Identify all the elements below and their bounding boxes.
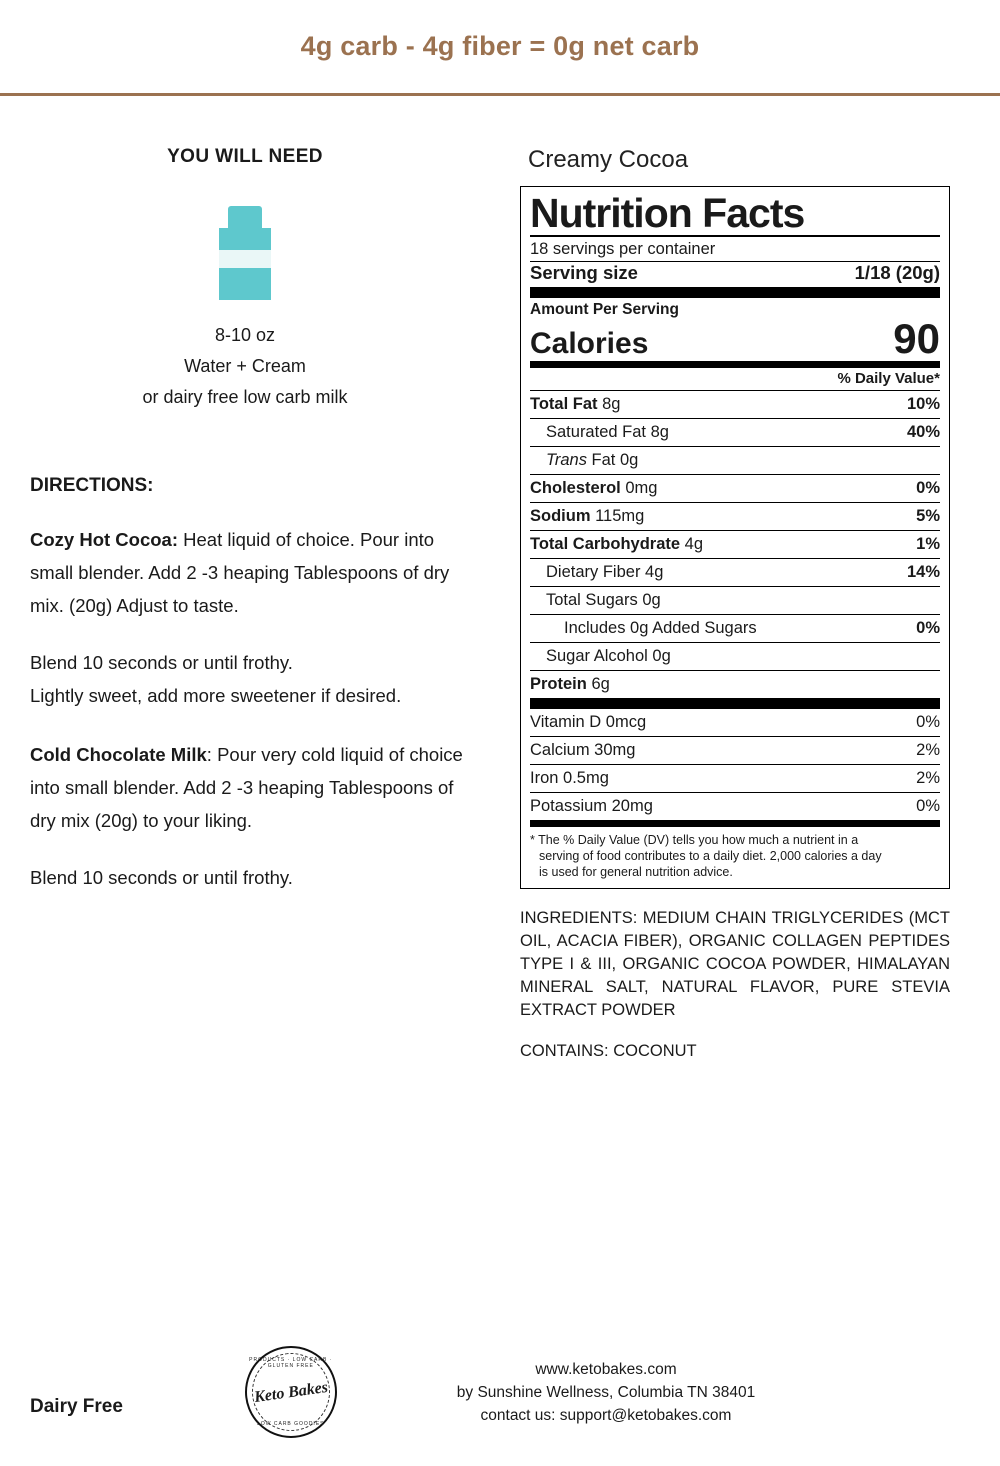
nutrient-row: [530, 502, 940, 530]
nutrient-percent: 40%: [906, 422, 940, 441]
micronutrient-label: Calcium 30mg: [530, 740, 636, 759]
nutrient-label: Sugar Alcohol 0g: [546, 646, 671, 665]
cold-milk-label: Cold Chocolate Milk: [30, 744, 207, 765]
carton-caption: [30, 320, 500, 413]
nutrient-percent: 0%: [916, 478, 940, 497]
hot-cocoa-note-line-2: Lightly sweet, add more sweetener if desired.: [30, 685, 402, 706]
you-will-need-heading: YOU WILL NEED: [167, 146, 323, 167]
page-header: [0, 0, 1000, 96]
carton-caption-line-1: 8-10 oz: [214, 325, 276, 345]
serving-size-value: 1/18 (20g): [854, 261, 940, 283]
nutrient-row: [530, 530, 940, 558]
nutrient-row: [530, 614, 940, 642]
logo-arc-bottom-text: LOW CARB GOODIES: [257, 1421, 325, 1427]
nutrition-facts-title: Nutrition Facts: [530, 190, 805, 236]
footer-contact: contact us: support@ketobakes.com: [480, 1406, 732, 1424]
footnote-line-2: serving of food contributes to a daily diet. 2,000 calories a day: [539, 848, 882, 863]
micronutrient-label: Vitamin D 0mcg: [530, 712, 647, 731]
calories-row: [530, 314, 940, 362]
logo-wordmark: Keto Bakes: [247, 1348, 335, 1436]
nutrient-percent: 14%: [906, 562, 940, 581]
nutrient-label: Protein 6g: [530, 674, 610, 693]
hot-cocoa-label: Cozy Hot Cocoa:: [30, 529, 178, 550]
carton-caption-line-2: Water + Cream: [184, 356, 306, 376]
cold-milk-note: Blend 10 seconds or until frothy.: [30, 867, 293, 888]
footer-contact-block: [457, 1358, 755, 1427]
daily-value-footnote: [530, 827, 940, 880]
ingredients-text: INGREDIENTS: MEDIUM CHAIN TRIGLYCERIDES (MCT OIL, ACACIA FIBER), ORGANIC COLLAGEN PEPTIDES TYPE I & III, ORGANIC COCOA POWDER, HIMALAYAN MINERAL SALT, NATURAL FLAVOR, PURE STEVIA EXTRACT POWDER: [520, 908, 950, 1019]
servings-per-container: 18 servings per container: [530, 239, 716, 258]
micronutrient-percent: 2%: [916, 740, 940, 759]
nutrient-percent: 5%: [916, 506, 940, 525]
nutrient-percent: 10%: [906, 394, 940, 413]
nutrient-percent: 1%: [916, 534, 940, 553]
divider-thick: [530, 698, 940, 709]
logo-arc-top-text: PRODUCTS · LOW CARB · GLUTEN FREE: [249, 1357, 333, 1369]
keto-bakes-logo: [245, 1346, 337, 1438]
page-title: 4g carb - 4g fiber = 0g net carb: [300, 31, 700, 61]
nutrient-label: Dietary Fiber 4g: [546, 562, 664, 581]
nutrient-label: Total Carbohydrate 4g: [530, 534, 703, 553]
nutrient-row: [530, 642, 940, 670]
footnote-line-3: is used for general nutrition advice.: [539, 864, 733, 879]
allergen-contains-text: CONTAINS: COCONUT: [520, 1041, 697, 1060]
nutrient-label: Total Fat 8g: [530, 394, 621, 413]
nutrition-column: [500, 146, 970, 1061]
micronutrient-row: [530, 736, 940, 764]
nutrient-row: [530, 586, 940, 614]
divider-thick: [530, 361, 940, 368]
carton-caption-line-3: or dairy free low carb milk: [142, 387, 348, 407]
carton-body-shape: [219, 228, 271, 300]
milk-carton-illustration: [30, 206, 500, 300]
footer-company: by Sunshine Wellness, Columbia TN 38401: [456, 1383, 756, 1401]
milk-carton-icon: [219, 206, 271, 300]
dairy-free-badge: Dairy Free: [30, 1396, 123, 1417]
product-name: Creamy Cocoa: [528, 146, 689, 173]
hot-cocoa-note-line-1: Blend 10 seconds or until frothy.: [30, 652, 293, 673]
nutrient-label: Sodium 115mg: [530, 506, 645, 525]
nutrient-label: Total Sugars 0g: [546, 590, 661, 609]
nutrient-label: Saturated Fat 8g: [546, 422, 669, 441]
micronutrient-percent: 2%: [916, 768, 940, 787]
amount-per-serving-label: Amount Per Serving: [530, 300, 679, 318]
directions-heading: DIRECTIONS:: [30, 475, 154, 496]
micronutrient-percent: 0%: [916, 796, 940, 815]
micronutrient-row: [530, 792, 940, 820]
hot-cocoa-directions: [30, 523, 480, 622]
divider-thick: [530, 287, 940, 298]
footnote-line-1: * The % Daily Value (DV) tells you how much a nutrient in a: [530, 832, 859, 847]
hot-cocoa-note: [30, 646, 480, 712]
serving-size-row: [530, 262, 940, 287]
nutrient-row: [530, 390, 940, 418]
micronutrient-label: Potassium 20mg: [530, 796, 653, 815]
nutrient-label: Includes 0g Added Sugars: [564, 618, 757, 637]
micronutrient-row: [530, 709, 940, 736]
nutrient-row: [530, 418, 940, 446]
calories-value: 90: [893, 314, 940, 362]
serving-size-label: Serving size: [530, 261, 638, 283]
hot-cocoa-text: Heat liquid of choice. Pour into small blender. Add 2 -3 heaping Tablespoons of dry mix. (20g) Adjust to taste.: [30, 529, 450, 616]
nutrient-percent: 0%: [916, 618, 940, 637]
nutrition-facts-panel: [520, 186, 950, 889]
calories-label: Calories: [530, 326, 649, 360]
nutrient-row: [530, 670, 940, 698]
nutrient-row: [530, 474, 940, 502]
micronutrient-percent: 0%: [916, 712, 940, 731]
cold-milk-text: : Pour very cold liquid of choice into small blender. Add 2 -3 heaping Tablespoons of dry mix (20g) to your liking.: [30, 744, 463, 831]
divider-thick: [530, 820, 940, 827]
daily-value-header: % Daily Value*: [837, 369, 940, 387]
page-footer: [0, 1346, 1000, 1438]
carton-top-shape: [228, 206, 262, 228]
nutrient-row: [530, 446, 940, 474]
nutrient-label: Trans Fat 0g: [546, 450, 639, 469]
nutrient-label: Cholesterol 0mg: [530, 478, 658, 497]
nutrient-row: [530, 558, 940, 586]
footer-website: www.ketobakes.com: [535, 1360, 677, 1378]
micronutrient-row: [530, 764, 940, 792]
micronutrient-label: Iron 0.5mg: [530, 768, 609, 787]
cold-milk-directions: [30, 738, 480, 837]
carton-label-band: [219, 250, 271, 268]
